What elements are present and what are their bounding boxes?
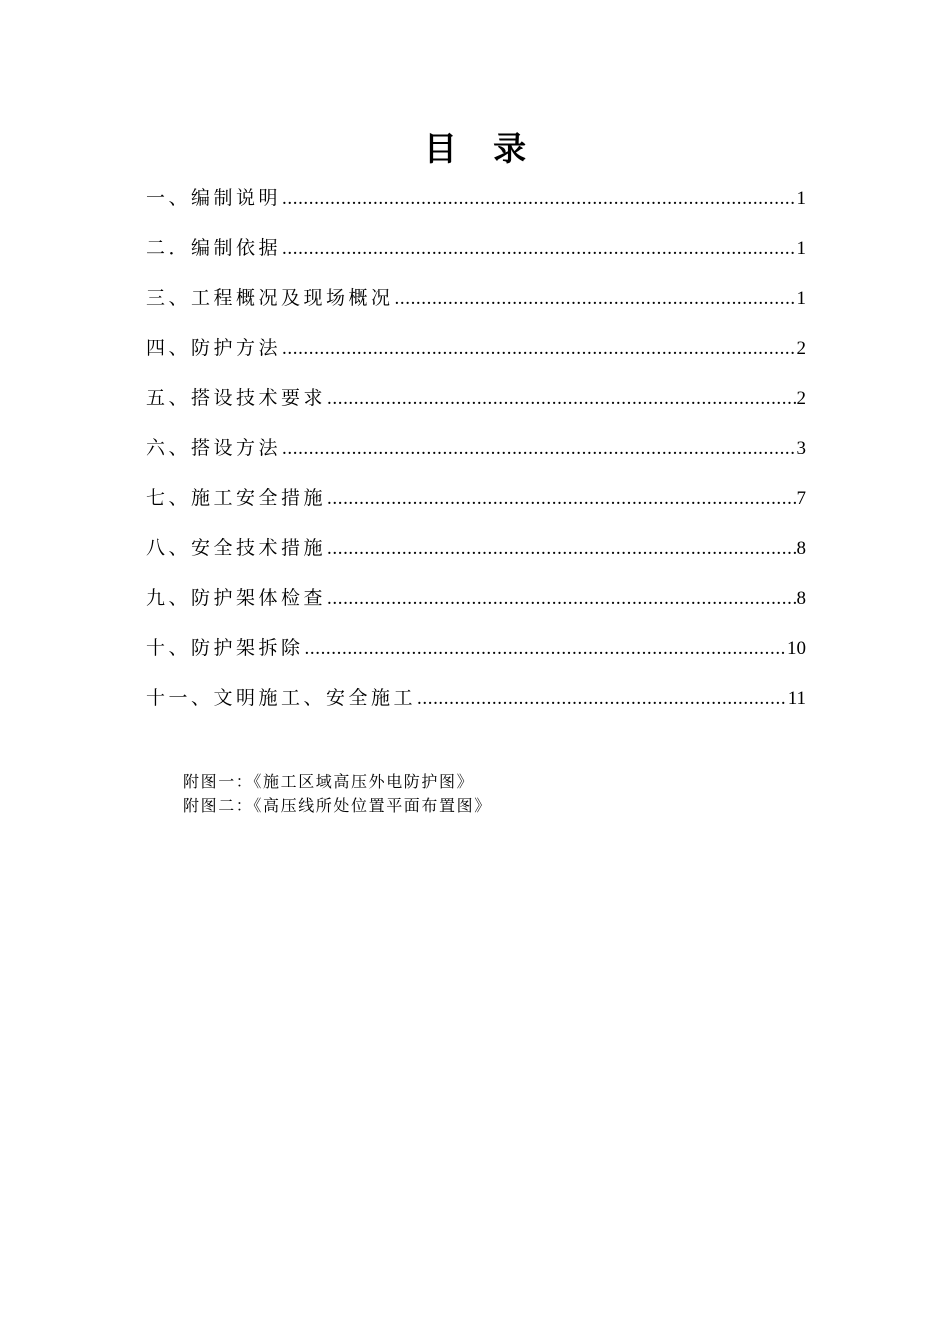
appendix-list xyxy=(183,771,492,819)
toc-entry-page: 2 xyxy=(796,388,806,409)
toc-leader-dots xyxy=(305,632,786,666)
toc-entry-page: 1 xyxy=(796,238,806,259)
toc-leader-dots xyxy=(327,382,795,416)
toc-entry-label: 十一、文明施工、安全施工 xyxy=(146,688,417,709)
toc-entry-label: 三、工程概况及现场概况 xyxy=(146,288,394,309)
toc-entry[interactable] xyxy=(146,632,806,682)
toc-entry-label: 十、防护架拆除 xyxy=(146,638,304,659)
toc-entry[interactable] xyxy=(146,232,806,282)
toc-entry-label: 七、施工安全措施 xyxy=(146,488,327,509)
toc-entry-page: 7 xyxy=(796,488,806,509)
page-title: 目 录 xyxy=(423,132,541,168)
table-of-contents xyxy=(146,182,806,732)
toc-entry[interactable] xyxy=(146,482,806,532)
toc-entry-label: 六、搭设方法 xyxy=(146,438,282,459)
toc-entry-page: 8 xyxy=(796,588,806,609)
toc-entry[interactable] xyxy=(146,432,806,482)
toc-entry[interactable] xyxy=(146,582,806,632)
toc-leader-dots xyxy=(417,682,787,716)
appendix-item: 附图二：《高压线所处位置平面布置图》 xyxy=(183,798,492,815)
toc-entry[interactable] xyxy=(146,282,806,332)
toc-entry-label: 九、防护架体检查 xyxy=(146,588,327,609)
toc-entry-page: 1 xyxy=(796,188,806,209)
toc-entry[interactable] xyxy=(146,532,806,582)
toc-entry[interactable] xyxy=(146,382,806,432)
toc-leader-dots xyxy=(282,432,795,466)
toc-leader-dots xyxy=(327,532,795,566)
toc-leader-dots xyxy=(282,182,795,216)
toc-entry[interactable] xyxy=(146,332,806,382)
toc-leader-dots xyxy=(395,282,796,316)
toc-entry-label: 二．编制依据 xyxy=(146,238,282,259)
toc-entry-page: 10 xyxy=(787,638,806,659)
toc-entry-label: 五、搭设技术要求 xyxy=(146,388,327,409)
toc-leader-dots xyxy=(327,582,795,616)
toc-entry[interactable] xyxy=(146,182,806,232)
toc-entry-page: 2 xyxy=(796,338,806,359)
toc-entry-page: 3 xyxy=(796,438,806,459)
toc-entry-page: 1 xyxy=(796,288,806,309)
appendix-item: 附图一：《施工区域高压外电防护图》 xyxy=(183,774,475,791)
toc-entry[interactable] xyxy=(146,682,806,732)
toc-entry-page: 11 xyxy=(787,688,806,709)
toc-leader-dots xyxy=(327,482,795,516)
toc-leader-dots xyxy=(282,332,795,366)
toc-entry-page: 8 xyxy=(796,538,806,559)
toc-leader-dots xyxy=(282,232,795,266)
toc-entry-label: 一、编制说明 xyxy=(146,188,282,209)
toc-entry-label: 四、防护方法 xyxy=(146,338,282,359)
toc-entry-label: 八、安全技术措施 xyxy=(146,538,327,559)
